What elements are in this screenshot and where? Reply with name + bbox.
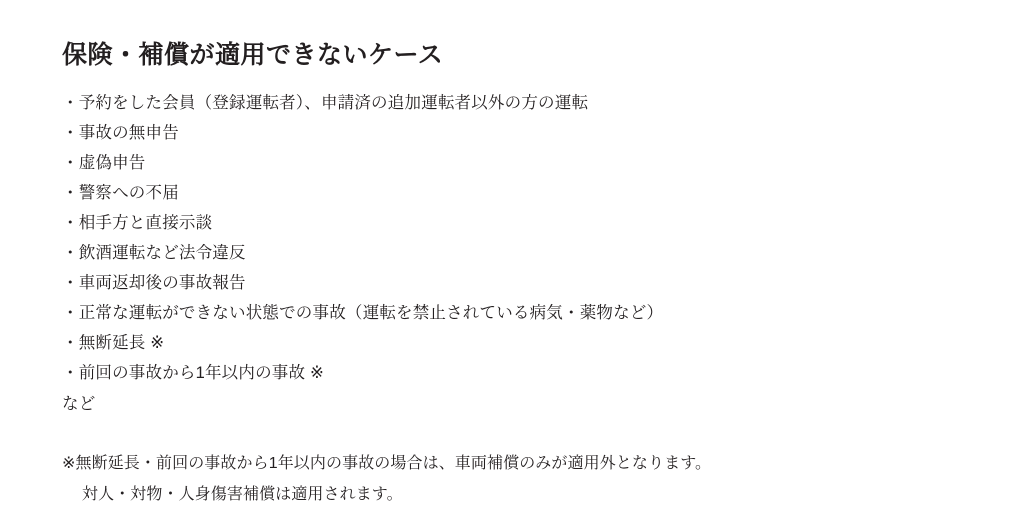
bullet-marker: ・ (62, 274, 79, 292)
closing-text: など (62, 395, 96, 413)
list-item (62, 358, 962, 388)
bullet-marker: ・ (62, 244, 79, 262)
list-item-label: 車両返却後の事故報告 (78, 274, 246, 292)
list-item-label: 飲酒運転など法令違反 (78, 244, 246, 262)
list-item (62, 328, 962, 358)
exclusions-list (62, 88, 962, 388)
list-item-label: 相手方と直接示談 (78, 214, 213, 232)
footnote-block (62, 448, 982, 510)
list-item-label: 正常な運転ができない状態での事故（運転を禁止されている病気・薬物など） (78, 304, 664, 322)
list-item (62, 148, 962, 178)
bullet-marker: ・ (62, 184, 79, 202)
list-item-label: 無断延長 ※ (78, 334, 165, 352)
list-item-label: 予約をした会員（登録運転者）、申請済の追加運転者以外の方の運転 (78, 94, 589, 112)
list-item (62, 88, 962, 118)
list-item (62, 298, 962, 328)
list-item (62, 238, 962, 268)
bullet-marker: ・ (62, 364, 79, 382)
bullet-marker: ・ (62, 154, 79, 172)
footnote-line-1: ※無断延長・前回の事故から1年以内の事故の場合は、車両補償のみが適用外となります。 (62, 455, 712, 472)
page-title: 保険・補償が適用できないケース (62, 40, 444, 69)
list-item-label: 警察への不届 (78, 184, 179, 202)
list-item-label: 虚偽申告 (78, 154, 146, 172)
list-item (62, 118, 962, 148)
footnote-line-2: 対人・対物・人身傷害補償は適用されます。 (82, 486, 403, 503)
bullet-marker: ・ (62, 94, 79, 112)
bullet-marker: ・ (62, 304, 79, 322)
list-item (62, 178, 962, 208)
list-item (62, 268, 962, 298)
list-item-label: 事故の無申告 (78, 124, 179, 142)
bullet-marker: ・ (62, 124, 79, 142)
bullet-marker: ・ (62, 214, 79, 232)
list-item (62, 208, 962, 238)
bullet-marker: ・ (62, 334, 79, 352)
list-item-label: 前回の事故から1年以内の事故 ※ (78, 364, 324, 382)
